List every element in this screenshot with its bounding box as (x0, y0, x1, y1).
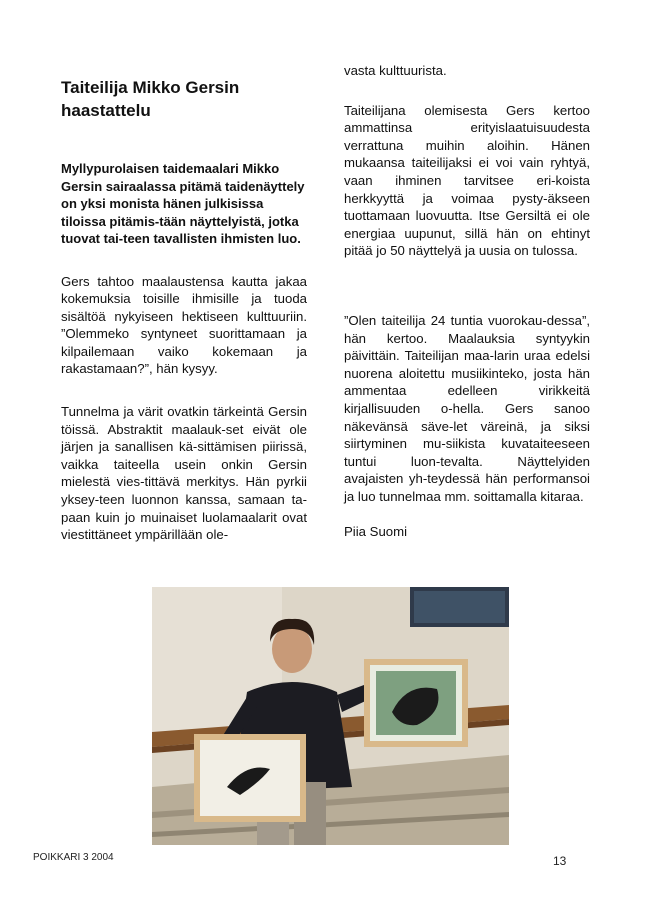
left-column (61, 76, 307, 544)
footer-publication: POIKKARI 3 2004 (33, 852, 114, 863)
article-lead: Myllypurolaisen taidemaalari Mikko Gersin sairaalassa pitämä taidenäyttely on yksi monista hänen julkisissa tiloissa pitämis-tään näyttelyistä, jotka tuovat tai-teen tavallisten ihmisten luo. (61, 161, 305, 246)
body-paragraph: Taiteilijana olemisesta Gers kertoo ammattinsa erityislaatuisuudesta verrattuna muihin aloihin. Hänen mukaansa taiteilijaksi ei voi vain ryhtyä, vaan ihminen tarvitsee eri-koista herkkyyttä ja voimaa pysty-äkseen tuottamaan luovuutta. Itse Gersiltä ei ole energiaa uupunut, sillä hän on ehtinyt pitää jo 50 näyttelyä ja uusia on tulossa. (344, 102, 590, 259)
article-title: Taiteilija Mikko Gersin haastattelu (61, 78, 240, 120)
body-paragraph: ”Olen taiteilija 24 tuntia vuorokau-dessa”, hän kertoo. Maalauksia syntyykin päivittäin. Taiteilijan maa-larin uraa edelsi nuorena aloitettu musiikinteko, josta hän ammentaa edelleen virikkeitä kirjallisuuden o-hella. Gers sanoo näkevänsä säve-let väreinä, ja siksi siirtyminen mu-siikista kuvataiteeseen tuntui luon-tevalta. Näyttelyiden avajaisten yh-teydessä hän performansoi ja luo tunnelmaa mm. soittamalla kitaraa. (344, 312, 590, 504)
right-column (344, 62, 590, 541)
artist-photo (152, 587, 509, 845)
body-paragraph: Tunnelma ja värit ovatkin tärkeintä Gersin töissä. Abstraktit maalauk-set eivät ole järjen ja sanallisen kä-sittämisen piirissä, vaikka taiteella usein onkin Gersin mielestä vies-tittävä merkitys. Hän pyrkii yksey-teen luonnon kanssa, samaan ta-paan kuin jo muinaiset luolamaalarit ovat viestittäneet ympärillään ole- (61, 404, 307, 543)
author-signature: Piia Suomi (344, 524, 408, 540)
body-paragraph: Gers tahtoo maalaustensa kautta jakaa kokemuksia toisille ihmisille ja tuoda sisältöä nykyiseen hektiseen kulttuuriin. ”Olemmeko syntyneet suorittamaan ja kilpailemaan vaiko kokemaan ja rakastamaan?”, hän kysyy. (61, 273, 307, 377)
footer-page-number: 13 (553, 854, 567, 868)
body-paragraph: vasta kulttuurista. (344, 63, 447, 78)
artist-photo-illustration (152, 587, 509, 845)
